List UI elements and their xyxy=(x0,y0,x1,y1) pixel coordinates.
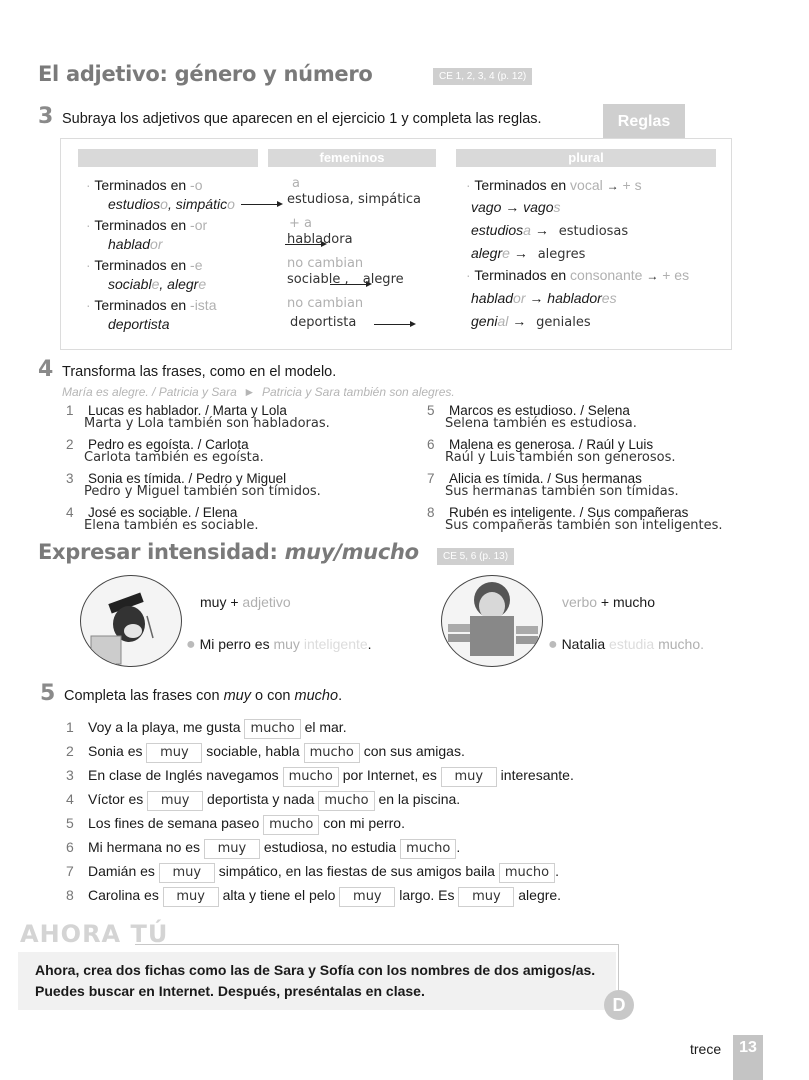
answer-box[interactable]: mucho xyxy=(499,863,555,883)
answer-top-o: a xyxy=(292,176,300,191)
exercise-5-item xyxy=(66,743,465,763)
sentence-text: Damián es xyxy=(88,863,159,879)
item-answer[interactable]: Sus compañeras también son inteligentes. xyxy=(445,518,723,533)
exercise-number-5: 5 xyxy=(40,681,56,706)
exercise-5-item xyxy=(66,863,559,883)
sentence-text: alegre. xyxy=(514,887,562,903)
item-number: 3 xyxy=(66,471,74,486)
answer-box[interactable]: mucho xyxy=(304,743,360,763)
sentence-text: con sus amigas. xyxy=(359,743,465,759)
sentence-text: en la piscina. xyxy=(374,791,461,807)
plural-rule-consonante: · Terminados en consonante → + es xyxy=(466,267,690,283)
rule-row-e: · Terminados en -e xyxy=(86,257,203,273)
sentence-text: deportista y nada xyxy=(203,791,319,807)
plural-example-hablador: hablador → habladores xyxy=(471,290,617,306)
sentence-text: simpático, en las fiestas de sus amigos baila xyxy=(214,863,499,879)
item-number: 4 xyxy=(66,791,74,807)
rule-row-or: · Terminados en -or xyxy=(86,217,208,233)
plural-rule-vocal: · Terminados en vocal → + s xyxy=(466,177,642,193)
answer-box[interactable]: muy xyxy=(159,863,215,883)
ahora-tu-box xyxy=(18,952,616,1010)
item-question: José es sociable. / Elena xyxy=(88,505,238,520)
exercise-5-instruction: Completa las frases con muy o con mucho. xyxy=(64,688,343,704)
illustration-girl-books xyxy=(441,575,543,667)
ahora-tu-title: AHORA TÚ xyxy=(20,920,169,948)
ce-reference-badge-2: CE 5, 6 (p. 13) xyxy=(437,548,514,565)
exercise-5-item xyxy=(66,815,405,835)
ce-reference-badge: CE 1, 2, 3, 4 (p. 12) xyxy=(433,68,532,85)
sentence-text: En clase de Inglés navegamos xyxy=(88,767,283,783)
answer-box[interactable]: muy xyxy=(204,839,260,859)
answer-box[interactable]: muy xyxy=(339,887,395,907)
example-muy: ● Mi perro es muy inteligente. xyxy=(186,636,372,653)
sentence-text: Sonia es xyxy=(88,743,147,759)
item-number: 8 xyxy=(66,887,74,903)
item-answer[interactable]: Selena también es estudiosa. xyxy=(445,416,637,431)
exercise-5-item xyxy=(66,839,460,859)
item-number: 8 xyxy=(427,505,435,520)
exercise-3-instruction: Subraya los adjetivos que aparecen en el ejercicio 1 y completa las reglas. xyxy=(62,111,542,127)
item-question: Alicia es tímida. / Sus hermanas xyxy=(449,471,642,486)
item-number: 1 xyxy=(66,719,74,735)
item-number: 7 xyxy=(66,863,74,879)
answer-top-or: + a xyxy=(289,216,312,231)
item-number: 5 xyxy=(66,815,74,831)
page-number: 13 xyxy=(733,1035,763,1080)
item-number: 6 xyxy=(427,437,435,452)
item-question: Malena es generosa. / Raúl y Luis xyxy=(449,437,654,452)
column-header-plural: plural xyxy=(456,149,716,167)
sentence-text: el mar. xyxy=(300,719,347,735)
rule-example-or: hablador xyxy=(108,236,163,252)
formula-verbo-mucho: verbo + mucho xyxy=(562,594,656,610)
ahora-tu-text-1: Ahora, crea dos fichas como las de Sara y Sofía con los nombres de dos amigos/as. xyxy=(35,962,596,978)
answer-box[interactable]: muy xyxy=(441,767,497,787)
answer-o: estudiosa, simpática xyxy=(287,192,422,207)
item-question: Marcos es estudioso. / Selena xyxy=(449,403,630,418)
item-number: 3 xyxy=(66,767,74,783)
item-number: 4 xyxy=(66,505,74,520)
answer-box[interactable]: mucho xyxy=(263,815,319,835)
item-number: 2 xyxy=(66,743,74,759)
arrow-icon xyxy=(241,204,281,205)
sentence-text: alta y tiene el pelo xyxy=(218,887,340,903)
answer-ista: deportista xyxy=(290,315,357,330)
exercise-4-item xyxy=(427,403,637,431)
plural-example-vago: vago → vagos xyxy=(471,199,561,215)
exercise-4-instruction: Transforma las frases, como en el modelo. xyxy=(62,364,337,380)
plural-example-alegre: alegre → alegres xyxy=(471,245,586,262)
item-answer[interactable]: Sus hermanas también son tímidas. xyxy=(445,484,679,499)
answer-e: sociable , alegre xyxy=(287,272,404,287)
exercise-4-item xyxy=(66,437,264,465)
item-answer[interactable]: Elena también es sociable. xyxy=(84,518,259,533)
item-number: 2 xyxy=(66,437,74,452)
exercise-4-item xyxy=(427,471,679,499)
plural-example-estudiosa: estudiosa → estudiosas xyxy=(471,222,629,239)
plural-example-genial: genial → geniales xyxy=(471,313,591,330)
exercise-4-item xyxy=(427,505,723,533)
answer-box[interactable]: mucho xyxy=(244,719,300,739)
column-header-masculinos-bar xyxy=(78,149,258,167)
exercise-number-4: 4 xyxy=(38,357,54,382)
item-number: 7 xyxy=(427,471,435,486)
example-mucho: ● Natalia estudia mucho. xyxy=(548,636,705,653)
answer-box[interactable]: muy xyxy=(146,743,202,763)
item-answer[interactable]: Carlota también es egoísta. xyxy=(84,450,264,465)
sentence-text: . xyxy=(456,839,461,855)
sentence-text: Víctor es xyxy=(88,791,148,807)
exercise-5-item xyxy=(66,791,460,811)
rule-row-o: · Terminados en -o xyxy=(86,177,203,193)
exercise-4-item xyxy=(66,403,330,431)
item-number: 1 xyxy=(66,403,74,418)
ahora-tu-rule xyxy=(135,944,618,945)
exercise-4-model: María es alegre. / Patricia y Sara ► Patricia y Sara también son alegres. xyxy=(62,385,455,399)
sentence-text: sociable, habla xyxy=(202,743,304,759)
item-answer[interactable]: Pedro y Miguel también son tímidos. xyxy=(84,484,321,499)
ahora-tu-badge: D xyxy=(604,990,634,1020)
answer-box[interactable]: mucho xyxy=(283,767,339,787)
sentence-text: Carolina es xyxy=(88,887,163,903)
item-question: Rubén es inteligente. / Sus compañeras xyxy=(449,505,689,520)
item-answer[interactable]: Marta y Lola también son habladoras. xyxy=(84,416,330,431)
exercise-5-item xyxy=(66,719,347,739)
rule-example-e: sociable, alegre xyxy=(108,276,207,292)
sentence-text: . xyxy=(555,863,559,879)
sentence-text: estudiosa, no estudia xyxy=(259,839,401,855)
sentence-text: Los fines de semana paseo xyxy=(88,815,264,831)
section-title-adjetivo: El adjetivo: género y número xyxy=(38,62,373,86)
exercise-4-item xyxy=(66,471,321,499)
item-answer[interactable]: Raúl y Luis también son generosos. xyxy=(445,450,676,465)
formula-muy-adjetivo: muy + adjetivo xyxy=(200,594,291,610)
sentence-text: Voy a la playa, me gusta xyxy=(88,719,245,735)
exercise-4-item xyxy=(427,437,675,465)
ahora-tu-text-2: Puedes buscar en Internet. Después, preséntalas en clase. xyxy=(35,983,425,999)
reglas-tab: Reglas xyxy=(603,104,685,138)
arrow-icon xyxy=(374,324,414,325)
sentence-text: con mi perro. xyxy=(319,815,405,831)
rule-example-o: estudioso, simpático xyxy=(108,196,235,212)
sentence-text: largo. Es xyxy=(395,887,459,903)
answer-top-e: no cambian xyxy=(287,256,364,271)
answer-box[interactable]: muy xyxy=(147,791,203,811)
item-question: Pedro es egoísta. / Carlota xyxy=(88,437,249,452)
answer-box[interactable]: mucho xyxy=(400,839,456,859)
sentence-text: por Internet, es xyxy=(338,767,441,783)
page-word: trece xyxy=(690,1041,722,1057)
rule-example-ista: deportista xyxy=(108,316,170,332)
item-question: Sonia es tímida. / Pedro y Miguel xyxy=(88,471,287,486)
column-header-femeninos: femeninos xyxy=(268,149,436,167)
answer-box[interactable]: mucho xyxy=(318,791,374,811)
item-number: 5 xyxy=(427,403,435,418)
answer-or: habladora xyxy=(287,232,353,247)
illustration-dog-student xyxy=(80,575,182,667)
answer-box[interactable]: muy xyxy=(458,887,514,907)
exercise-4-item xyxy=(66,505,258,533)
sentence-text: interesante. xyxy=(496,767,574,783)
exercise-number-3: 3 xyxy=(38,104,54,129)
answer-box[interactable]: muy xyxy=(163,887,219,907)
exercise-5-item xyxy=(66,887,561,907)
section-title-intensidad: Expresar intensidad: muy/mucho xyxy=(38,540,419,564)
sentence-text: Mi hermana no es xyxy=(88,839,204,855)
exercise-5-item xyxy=(66,767,574,787)
rule-row-ista: · Terminados en -ista xyxy=(86,297,217,313)
item-number: 6 xyxy=(66,839,74,855)
answer-top-ista: no cambian xyxy=(287,296,364,311)
item-question: Lucas es hablador. / Marta y Lola xyxy=(88,403,287,418)
